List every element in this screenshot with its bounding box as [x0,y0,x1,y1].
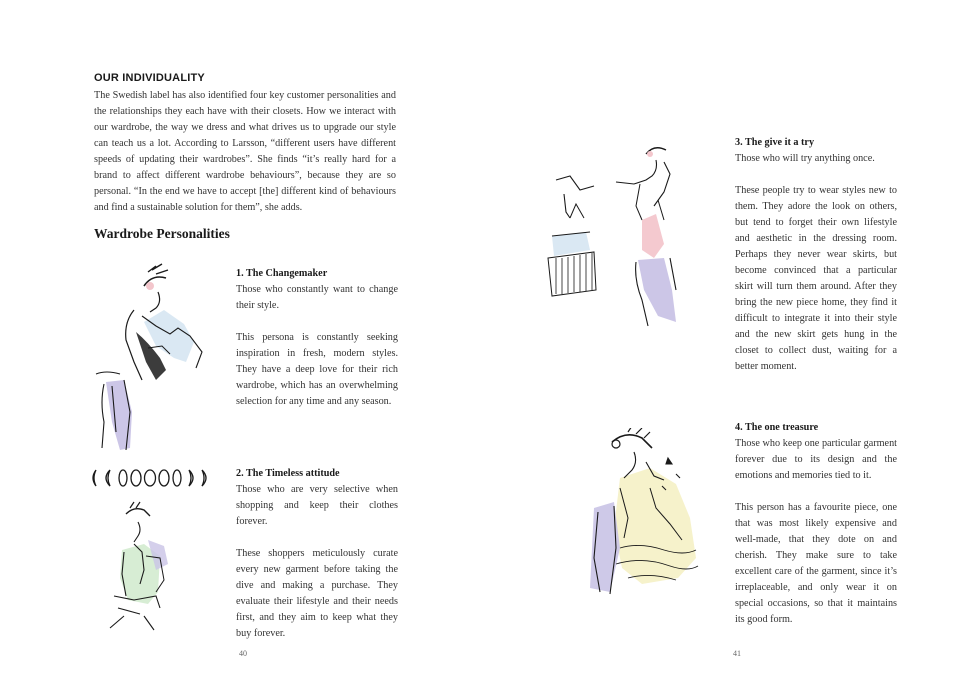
section-title: OUR INDIVIDUALITY [94,72,205,84]
section-heading: Wardrobe Personalities [94,226,230,241]
fashion-sketch-timeless [104,500,194,632]
personality-title: 3. The give it a try [735,137,815,148]
personality-title: 4. The one treasure [735,422,819,433]
personality-description: Those who constantly want to change their style. [236,284,398,311]
fashion-sketch-changemaker [86,262,216,458]
personality-changemaker [236,266,398,410]
personality-title: 1. The Changemaker [236,268,328,279]
personality-body: This persona is constantly seeking inspiration in fresh, modern styles. They have a deep love for their rich wardrobe, which has an overwhelming selection for any time and any season. [236,332,398,407]
personality-body: These shoppers meticulously curate every new garment before taking the dive and making a purchase. They evaluate their lifestyle and their needs first, and they aim to keep what they buy forever. [236,548,398,639]
moon-phases-icon [90,468,210,488]
personality-timeless [236,466,398,642]
personality-body: This person has a favourite piece, one that was most likely expensive and well-made, that they dote on and cherish. They make sure to take excellent care of the garment, since it’s irreplaceable, and only wear it on special occasions, so that it maintains its good form. [735,502,897,625]
personality-one-treasure [735,420,897,628]
page-number: 41 [733,649,741,658]
right-page [490,0,980,700]
intro-paragraph: The Swedish label has also identified four key customer personalities and the relationships they each have with their closets. How we interact with our wardrobe, the way we dress and what drives us to upgrade our style can teach us a lot. According to Larsson, “different users have different speeds of updating their wardrobes”. She finds “it’s really hard for a brand to affect different wardrobe behaviours”, because they are so personal. “In the end we have to accept [the] different kind of behaviours and find a sustainable solution for them”, she adds. [94,90,396,213]
personality-give-it-a-try [735,135,897,375]
personality-description: Those who will try anything once. [735,153,875,164]
personality-title: 2. The Timeless attitude [236,468,340,479]
personality-body: These people try to wear styles new to them. They adore the look on others, but tend to forget their own lifestyle and aesthetic in the dressing room. Perhaps they never wear skirts, but become convinced that a particular skirt will turn them around. After they bring the new piece home, they find it difficult to integrate it into their style and the new skirt gets hung in the closet to collect dust, waiting for a better moment. [735,185,897,372]
personality-description: Those who keep one particular garment forever due to its design and the emotions and memories tied to it. [735,438,897,481]
page-number: 40 [239,649,247,658]
fashion-sketch-ruffle-dress [580,428,710,598]
fashion-sketch-skirt [546,140,688,330]
personality-description: Those who are very selective when shopping and keep their clothes forever. [236,484,398,527]
